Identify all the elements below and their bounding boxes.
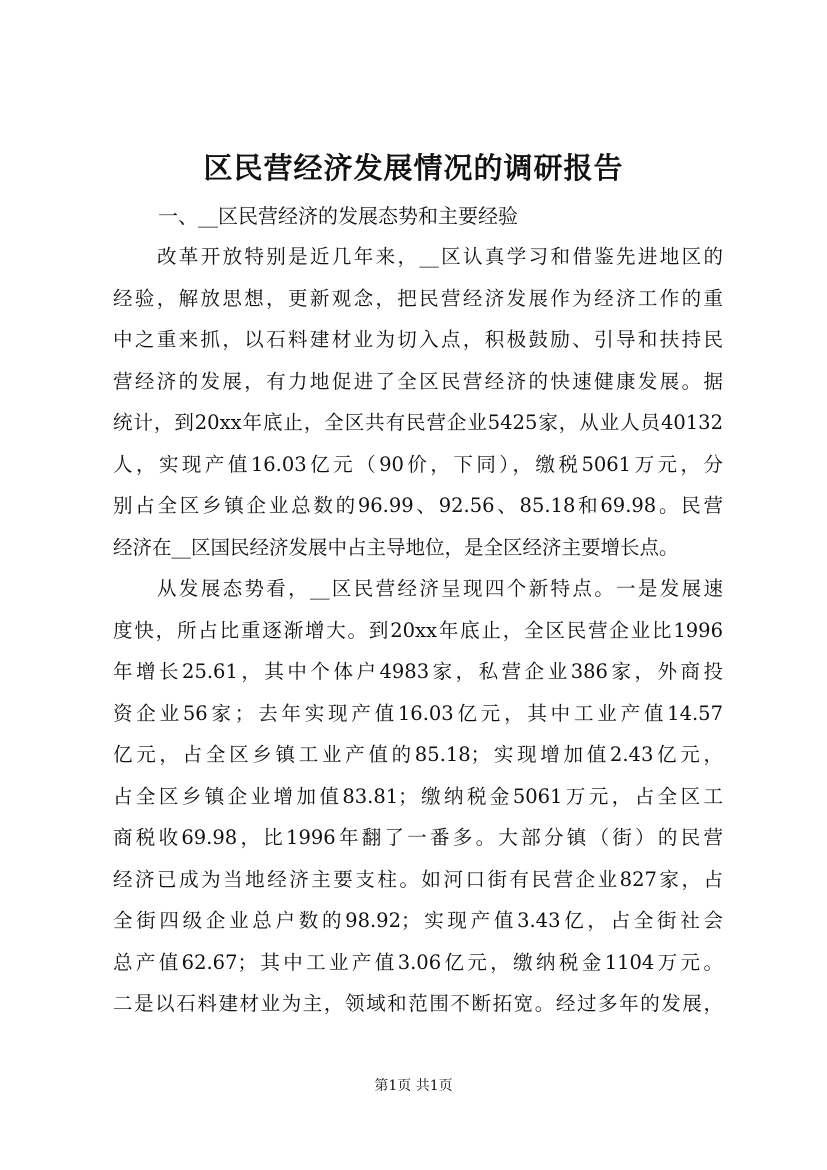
- text-line: 二是以石料建材业为主，领域和范围不断拓宽。经过多年的发展，: [113, 992, 723, 1015]
- text-line: 改革开放特别是近几年来，__区认真学习和借鉴先进地区的: [157, 245, 723, 268]
- text-line: 资企业56家；去年实现产值16.03亿元，其中工业产值14.57: [113, 701, 723, 725]
- text-line: 经验，解放思想，更新观念，把民营经济发展作为经济工作的重: [113, 286, 723, 310]
- body-text: [113, 236, 723, 1025]
- text-line: 商税收69.98，比1996年翻了一番多。大部分镇（街）的民营: [113, 826, 723, 849]
- text-line: 全街四级企业总户数的98.92；实现产值3.43亿，占全街社会: [113, 909, 723, 932]
- text-line: 经济在__区国民经济发展中占主导地位，是全区经济主要增长点。: [113, 535, 679, 559]
- text-line: 亿元，占全区乡镇工业产值的85.18；实现增加值2.43亿元，: [113, 743, 723, 766]
- document-title: 区民营经济发展情况的调研报告: [203, 151, 624, 185]
- text-line: 总产值62.67；其中工业产值3.06亿元，缴纳税金1104万元。: [113, 950, 723, 974]
- text-line: 统计，到20xx年底止，全区共有民营企业5425家，从业人员40132: [113, 411, 723, 434]
- text-line: 中之重来抓，以石料建材业为切入点，积极鼓励、引导和扶持民: [113, 328, 723, 351]
- text-line: 人，实现产值16.03亿元（90价，下同），缴税5061万元，分: [113, 452, 723, 476]
- text-line: 营经济的发展，有力地促进了全区民营经济的快速健康发展。据: [113, 369, 723, 393]
- text-line: 年增长25.61，其中个体户4983家，私营企业386家，外商投: [113, 660, 723, 683]
- text-line: 从发展态势看，__区民营经济呈现四个新特点。一是发展速: [157, 577, 723, 600]
- text-line: 经济已成为当地经济主要支柱。如河口街有民营企业827家，占: [113, 867, 723, 891]
- section-heading: 一、__区民营经济的发展态势和主要经验: [158, 204, 518, 228]
- text-line: 占全区乡镇企业增加值83.81；缴纳税金5061万元，占全区工: [113, 784, 723, 808]
- text-line: 别占全区乡镇企业总数的96.99、92.56、85.18和69.98。民营: [113, 494, 723, 517]
- page-footer: 第1页 共1页: [374, 1078, 453, 1094]
- text-line: 度快，所占比重逐渐增大。到20xx年底止，全区民营企业比1996: [113, 618, 723, 642]
